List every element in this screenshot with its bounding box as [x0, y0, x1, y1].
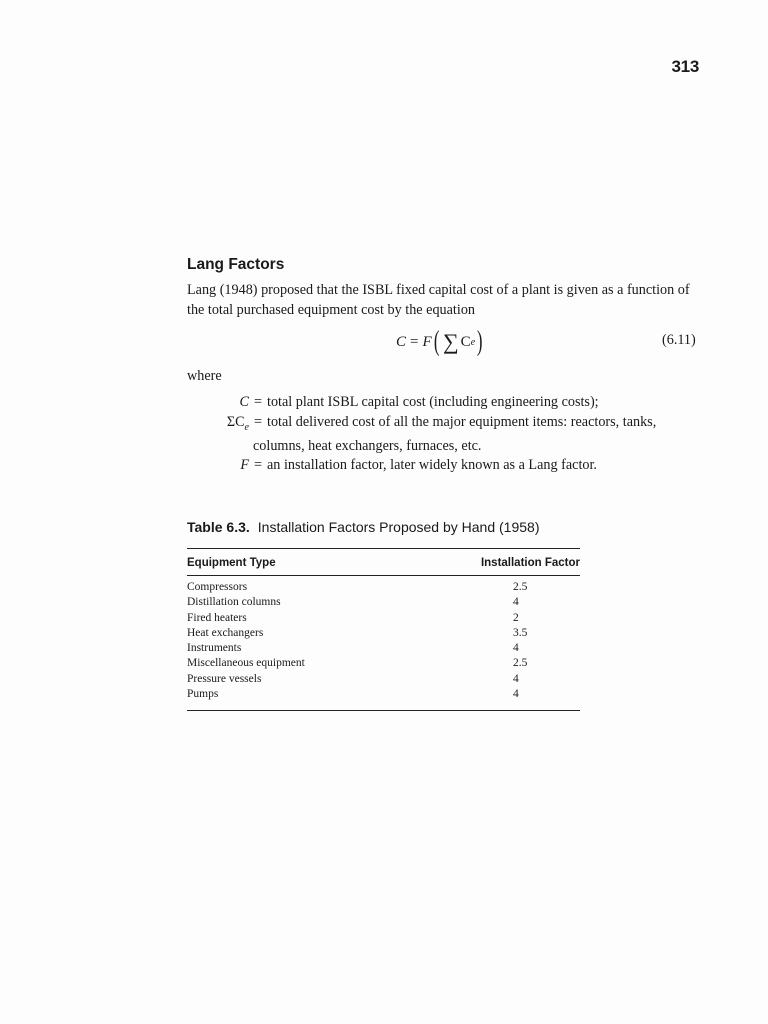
installation-factor-cell: 4: [513, 642, 519, 655]
equation-lhs: C: [396, 333, 407, 350]
table-row: [187, 687, 580, 702]
table-row: [187, 595, 580, 610]
equation-equals: =: [410, 333, 419, 350]
equipment-type-cell: Miscellaneous equipment: [187, 657, 305, 670]
definition-subscript: e: [244, 421, 249, 433]
definitions-list: [187, 393, 699, 476]
definition-symbol-wrap: [187, 413, 249, 437]
equation-factor: F: [422, 333, 432, 350]
table-row: [187, 641, 580, 656]
equation: [396, 328, 484, 356]
equipment-type-cell: Compressors: [187, 581, 248, 593]
definition-continuation: [187, 437, 699, 457]
equipment-type-cell: Pumps: [187, 688, 219, 701]
definition-item: [187, 456, 699, 476]
definition-symbol: C: [239, 394, 249, 410]
installation-factor-cell: 4: [513, 596, 519, 609]
table-row: [187, 626, 580, 641]
definition-text: an installation factor, later widely known as a Lang factor.: [267, 457, 597, 474]
equipment-type-cell: Pressure vessels: [187, 672, 262, 685]
table-caption-label: Table 6.3.: [187, 519, 250, 535]
table-header: [187, 549, 580, 576]
installation-factor-cell: 4: [513, 688, 519, 701]
table-row: [187, 672, 580, 687]
equipment-type-cell: Heat exchangers: [187, 626, 264, 639]
table-caption: [187, 519, 540, 535]
column-header-installation-factor: Installation Factor: [480, 557, 580, 569]
definition-text: total delivered cost of all the major equipment items: reactors, tanks,: [267, 413, 657, 430]
definition-item: [187, 413, 699, 437]
table-row: [187, 656, 580, 671]
installation-factor-cell: 2: [513, 611, 519, 624]
sum-symbol: ∑: [442, 329, 459, 354]
table-row: [187, 580, 580, 595]
right-paren: ): [477, 326, 483, 357]
definition-equals: =: [253, 394, 262, 410]
installation-factor-cell: 2.5: [513, 657, 528, 670]
definition-symbol: ΣC: [226, 413, 245, 430]
equipment-type-cell: Fired heaters: [187, 611, 247, 624]
installation-factor-cell: 3.5: [513, 626, 528, 639]
table-caption-text: Installation Factors Proposed by Hand (1958): [257, 519, 540, 535]
definition-equals: =: [253, 413, 262, 430]
definition-equals: =: [253, 457, 262, 474]
table-row: [187, 611, 580, 626]
table-body: [187, 576, 580, 710]
installation-factor-cell: 2.5: [513, 581, 528, 593]
column-header-equipment-type: Equipment Type: [187, 557, 276, 569]
page-number: 313: [671, 57, 699, 76]
definition-text-continued: columns, heat exchangers, furnaces, etc.: [253, 437, 482, 454]
equation-subscript: e: [470, 336, 476, 348]
installation-factors-table: [187, 548, 580, 711]
equipment-type-cell: Instruments: [187, 642, 242, 655]
left-paren: (: [433, 326, 440, 357]
definition-symbol: F: [240, 457, 249, 474]
equation-number: (6.11): [662, 332, 696, 348]
equation-term: C: [460, 333, 471, 350]
definition-item: [187, 393, 699, 413]
section-heading: Lang Factors: [187, 256, 285, 273]
equipment-type-cell: Distillation columns: [187, 596, 281, 609]
installation-factor-cell: 4: [513, 672, 519, 685]
definition-text: total plant ISBL capital cost (including engineering costs);: [267, 394, 599, 410]
where-label: where: [187, 368, 222, 384]
intro-paragraph: Lang (1948) proposed that the ISBL fixed capital cost of a plant is given as a function of the total purchased equipment cost by the equation: [187, 282, 690, 318]
